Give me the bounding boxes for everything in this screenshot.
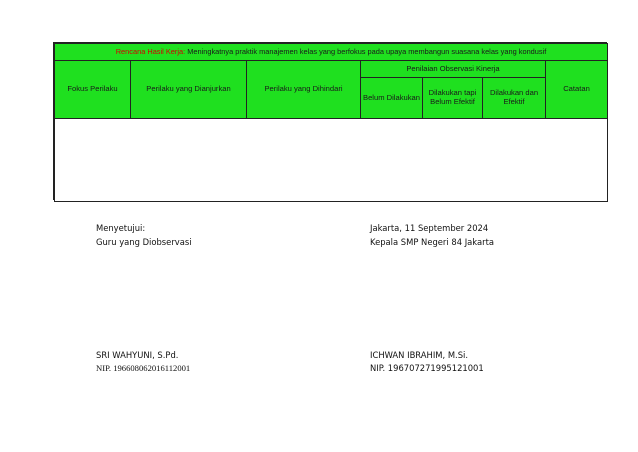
header-dilakukan-efektif: Dilakukan dan Efektif <box>483 78 546 119</box>
title-label: Rencana Hasil Kerja: <box>115 46 186 56</box>
header-perilaku-dianjurkan: Perilaku yang Dianjurkan <box>131 61 247 119</box>
right-nip: NIP. 196707271995121001 <box>370 363 484 373</box>
header-penilaian: Penilaian Observasi Kinerja <box>361 61 546 78</box>
header-dilakukan-belum-efektif: Dilakukan tapi Belum Efektif <box>423 78 483 119</box>
title-text: Meningkatnya praktik manajemen kelas yang berfokus pada upaya membangun suasana kelas yang kondusif <box>185 46 547 56</box>
header-fokus-perilaku: Fokus Perilaku <box>55 61 131 119</box>
left-role: Guru yang Diobservasi <box>96 237 192 247</box>
right-name: ICHWAN IBRAHIM, M.Si. <box>370 350 469 360</box>
left-approval-label: Menyetujui: <box>96 223 146 233</box>
left-name: SRI WAHYUNI, S.Pd. <box>96 350 179 360</box>
right-date: Jakarta, 11 September 2024 <box>370 223 489 233</box>
header-belum-dilakukan: Belum Dilakukan <box>361 78 423 119</box>
table-body <box>55 119 608 202</box>
header-perilaku-dihindari: Perilaku yang Dihindari <box>247 61 361 119</box>
observation-table <box>53 42 607 200</box>
right-role: Kepala SMP Negeri 84 Jakarta <box>370 237 494 247</box>
left-nip: NIP. 196608062016112001 <box>96 363 191 373</box>
table-title <box>55 44 608 61</box>
header-catatan: Catatan <box>546 61 608 119</box>
